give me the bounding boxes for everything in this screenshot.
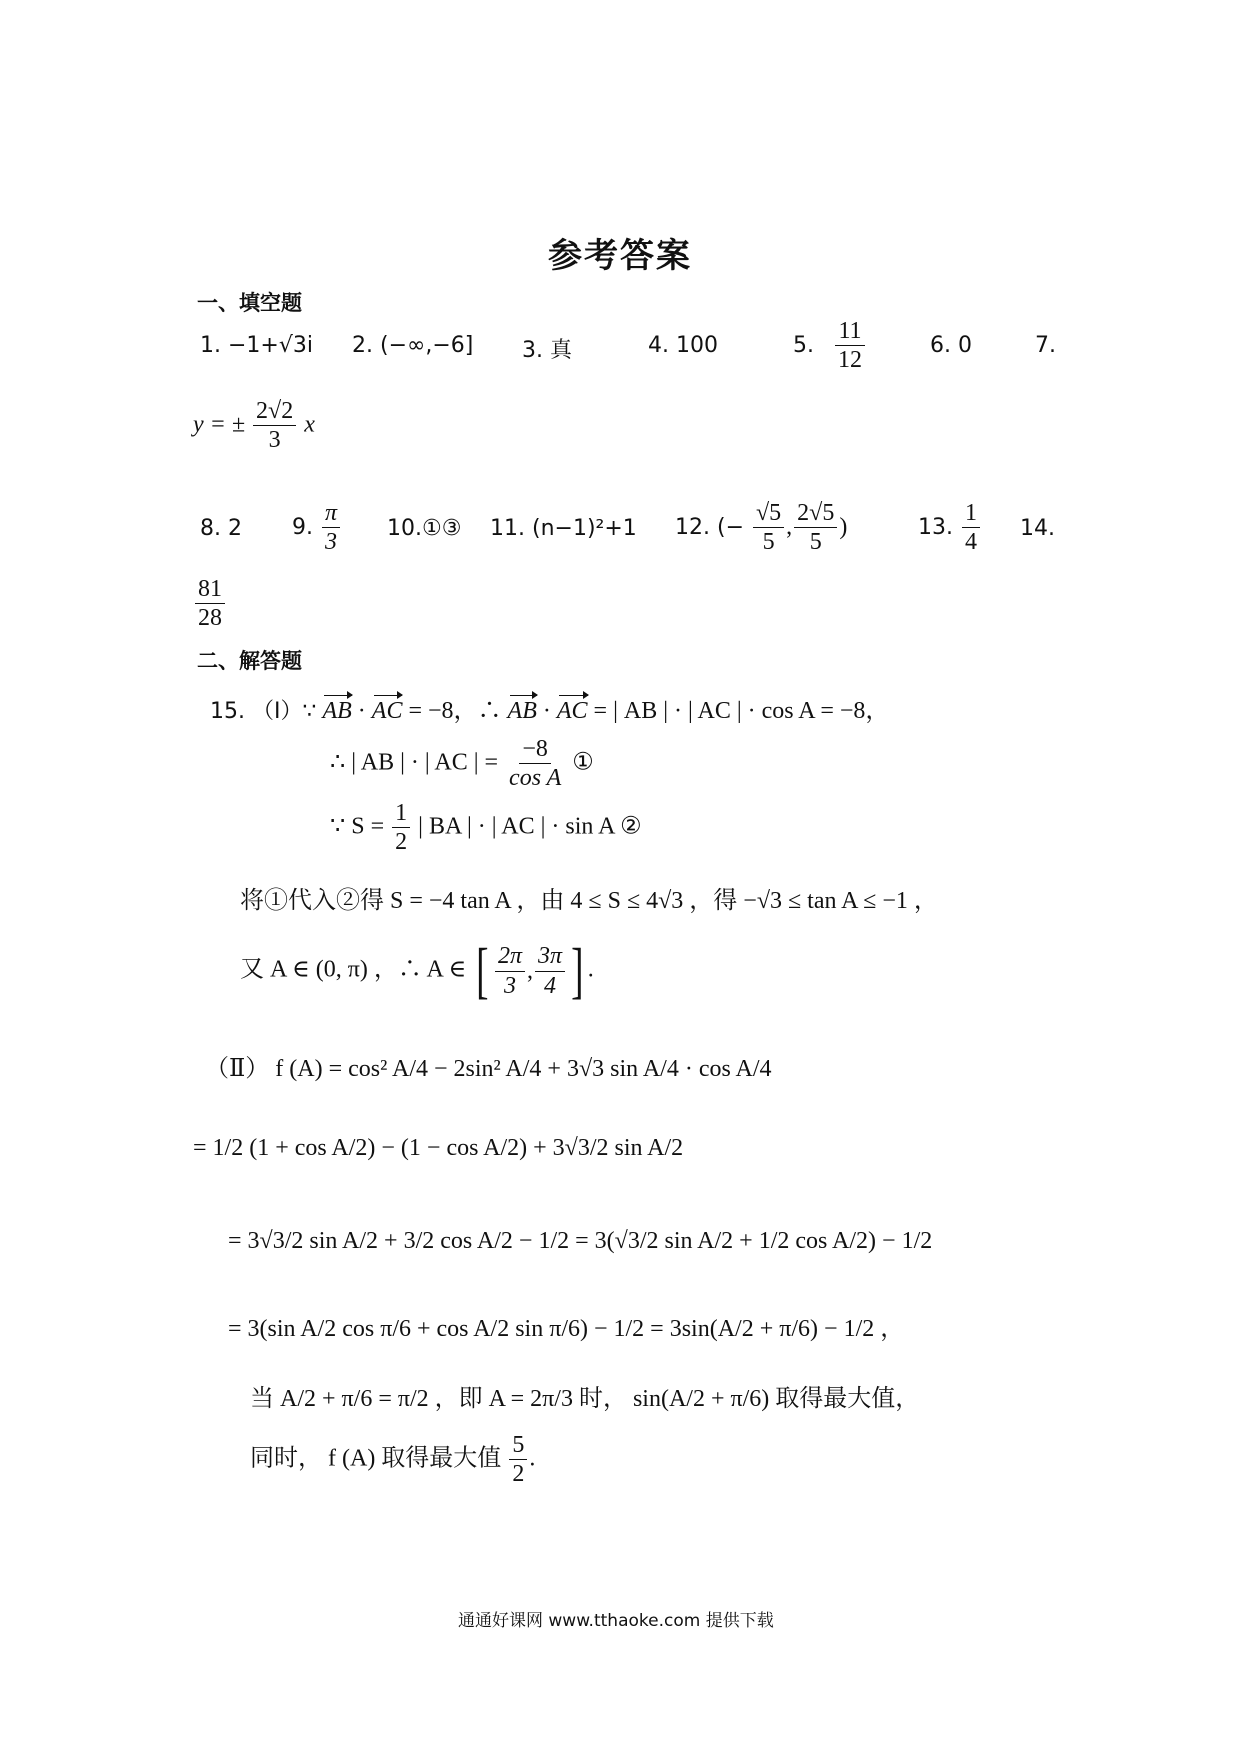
section-fill-in-heading: 一、填空题 [197,291,302,315]
answer-3: 3. 真 [522,338,572,363]
answer-4: 4. 100 [648,333,718,358]
solution-line-7: = 1/2 (1 + cos A/2) − (1 − cos A/2) + 3√3/2 sin A/2 [193,1135,684,1161]
page-footer: 通通好课网 www.tthaoke.com 提供下载 [458,1611,774,1631]
answer-10: 10.①③ [387,516,462,541]
solution-line-8: = 3√3/2 sin A/2 + 3/2 cos A/2 − 1/2 = 3(√3/2 sin A/2 + 1/2 cos A/2) − 1/2 [228,1228,933,1254]
answer-8: 8. 2 [200,516,242,541]
page-title: 参考答案 [548,236,692,276]
answer-2: 2. (−∞,−6] [352,333,474,358]
section-solution-heading: 二、解答题 [197,649,302,673]
answer-14-label: 14. [1020,516,1055,541]
answer-7-label: 7. [1035,333,1056,358]
answer-12: 12. (− $\frac{√5}{5}$ , $\frac{2√5}{5}$ ) [675,500,848,556]
solution-line-6: （Ⅱ） f (A) = cos² A/4 − 2sin² A/4 + 3√3 sin A/4 · cos A/4 [205,1056,772,1082]
answer-9: 9. $\frac{\pi}{3}$ [292,500,342,556]
solution-line-11: 同时， f (A) 取得最大值 $\frac{5}{2}$ . [250,1432,536,1488]
solution-line-1: 15. （Ⅰ）∵ AB · AC = −8，∴ AB · AC = | AB | · | AC | · cos A = −8， [210,698,890,724]
answer-6: 6. 0 [930,333,972,358]
answer-1: 1. −1+√3i [200,333,313,358]
solution-line-4: 将①代入②得 S = −4 tan A ，由 4 ≤ S ≤ 4√3 ，得 −√3 ≤ tan A ≤ −1 ， [240,888,938,914]
solution-line-5: 又 A ∈ (0, π) ，∴ A ∈ [ $\frac{2\pi}{3}$ , $\frac{3\pi}{4}$ ] . [240,937,594,1005]
answer-14: $\frac{81}{28}$ [193,576,227,632]
solution-line-10: 当 A/2 + π/6 = π/2 ，即 A = 2π/3 时， sin(A/2 + π/6) 取得最大值， [250,1386,920,1412]
solution-line-9: = 3(sin A/2 cos π/6 + cos A/2 sin π/6) − 1/2 = 3sin(A/2 + π/6) − 1/2 ， [228,1316,905,1342]
answer-11: 11. (n−1)²+1 [490,516,637,541]
solution-line-2: ∴ | AB | · | AC | = $\frac{-8}{\text{cos A}}$ ① [330,736,594,792]
answer-7: y = ± $\frac{2√2}{3}$ x [193,398,315,454]
answer-13: 13. $\frac{1}{4}$ [918,500,982,556]
answer-5: 5. $\frac{11}{12}$ [793,318,867,374]
solution-line-3: ∵ S = $\frac{1}{2}$ | BA | · | AC | · sin A ② [330,800,642,856]
